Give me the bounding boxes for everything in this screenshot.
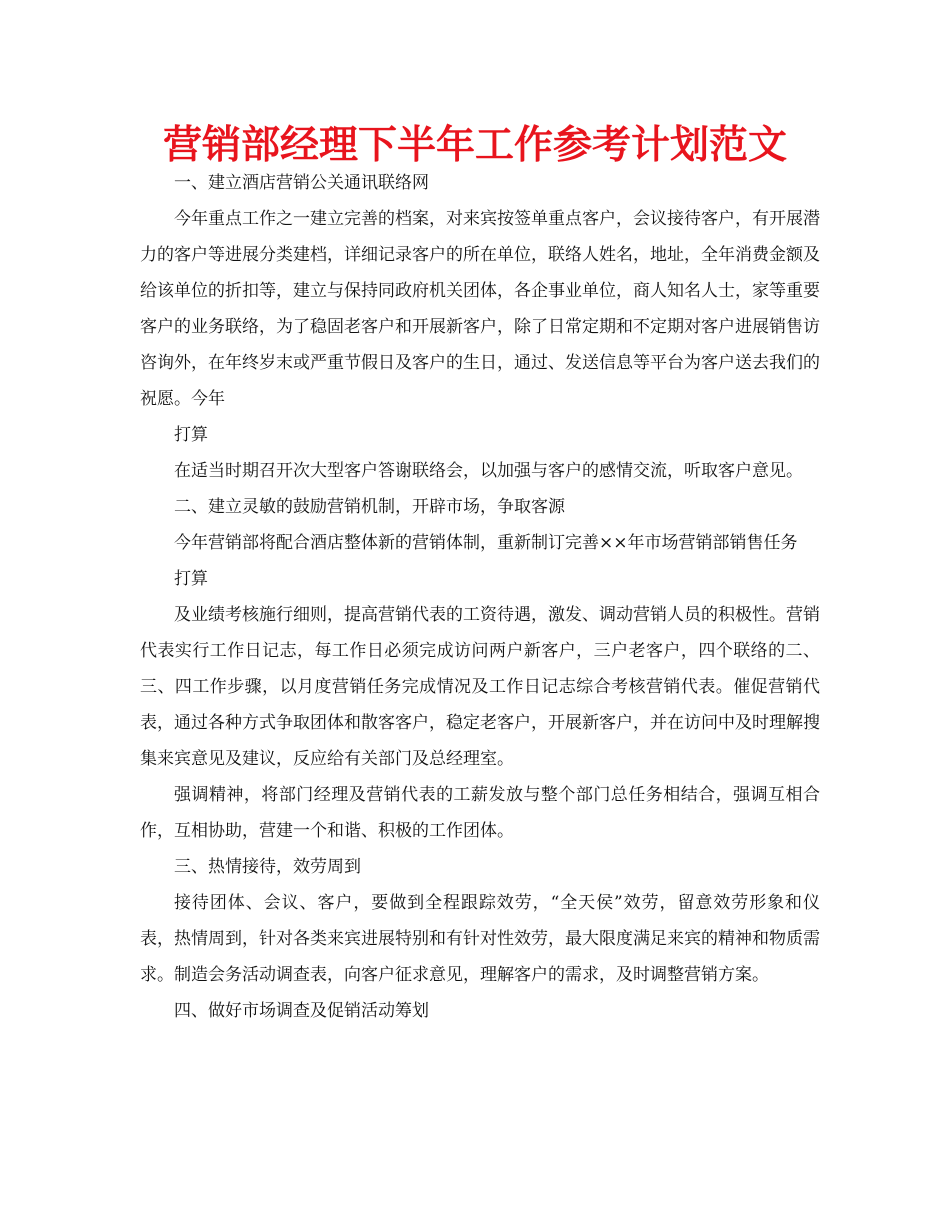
- section-heading-2: 二、建立灵敏的鼓励营销机制，开辟市场，争取客源: [174, 497, 565, 517]
- section-heading-3: 三、热情接待，效劳周到: [174, 857, 361, 877]
- section-heading-1: 一、建立酒店营销公关通讯联络网: [174, 173, 429, 193]
- paragraph-1: 今年重点工作之一建立完善的档案，对来宾按签单重点客户，会议接待客户，有开展潜力的客户等进展分类建档，详细记录客户的所在单位，联络人姓名，地址，全年消费金额及给该单位的折扣等，建立与保持同政府机关团体，各企事业单位，商人知名人士，家等重要客户的业务联络，为了稳固老客户和开展新客户，除了日常定期和不定期对客户进展销售访咨询外，在年终岁末或严重节假日及客户的生日，通过、发送信息等平台为客户送去我们的祝愿。今年: [140, 209, 820, 409]
- paragraph-8: 接待团体、会议、客户，要做到全程跟踪效劳，“全天侯”效劳，留意效劳形象和仪表，热情周到，针对各类来宾进展特别和有针对性效劳，最大限度满足来宾的精神和物质需求。制造会务活动调查表，向客户征求意见，理解客户的需求，及时调整营销方案。: [140, 893, 820, 985]
- document-body: [140, 165, 820, 1029]
- paragraph-6: 及业绩考核施行细则，提高营销代表的工资待遇，激发、调动营销人员的积极性。营销代表实行工作日记志，每工作日必须完成访问两户新客户，三户老客户，四个联络的二、三、四工作步骤，以月度营销任务完成情况及工作日记志综合考核营销代表。催促营销代表，通过各种方式争取团体和散客客户，稳定老客户，开展新客户，并在访问中及时理解搜集来宾意见及建议，反应给有关部门及总经理室。: [140, 605, 820, 769]
- paragraph-3: 在适当时期召开次大型客户答谢联络会，以加强与客户的感情交流，听取客户意见。: [174, 461, 803, 481]
- section-heading-4: 四、做好市场调查及促销活动筹划: [174, 1001, 429, 1021]
- paragraph-5: 打算: [174, 569, 208, 589]
- paragraph-2: 打算: [174, 425, 208, 445]
- document-title: 营销部经理下半年工作参考计划范文: [162, 123, 787, 168]
- paragraph-7: 强调精神，将部门经理及营销代表的工薪发放与整个部门总任务相结合，强调互相合作，互相协助，营建一个和谐、积极的工作团体。: [140, 785, 820, 841]
- paragraph-4: 今年营销部将配合酒店整体新的营销体制，重新制订完善××年市场营销部销售任务: [174, 533, 798, 553]
